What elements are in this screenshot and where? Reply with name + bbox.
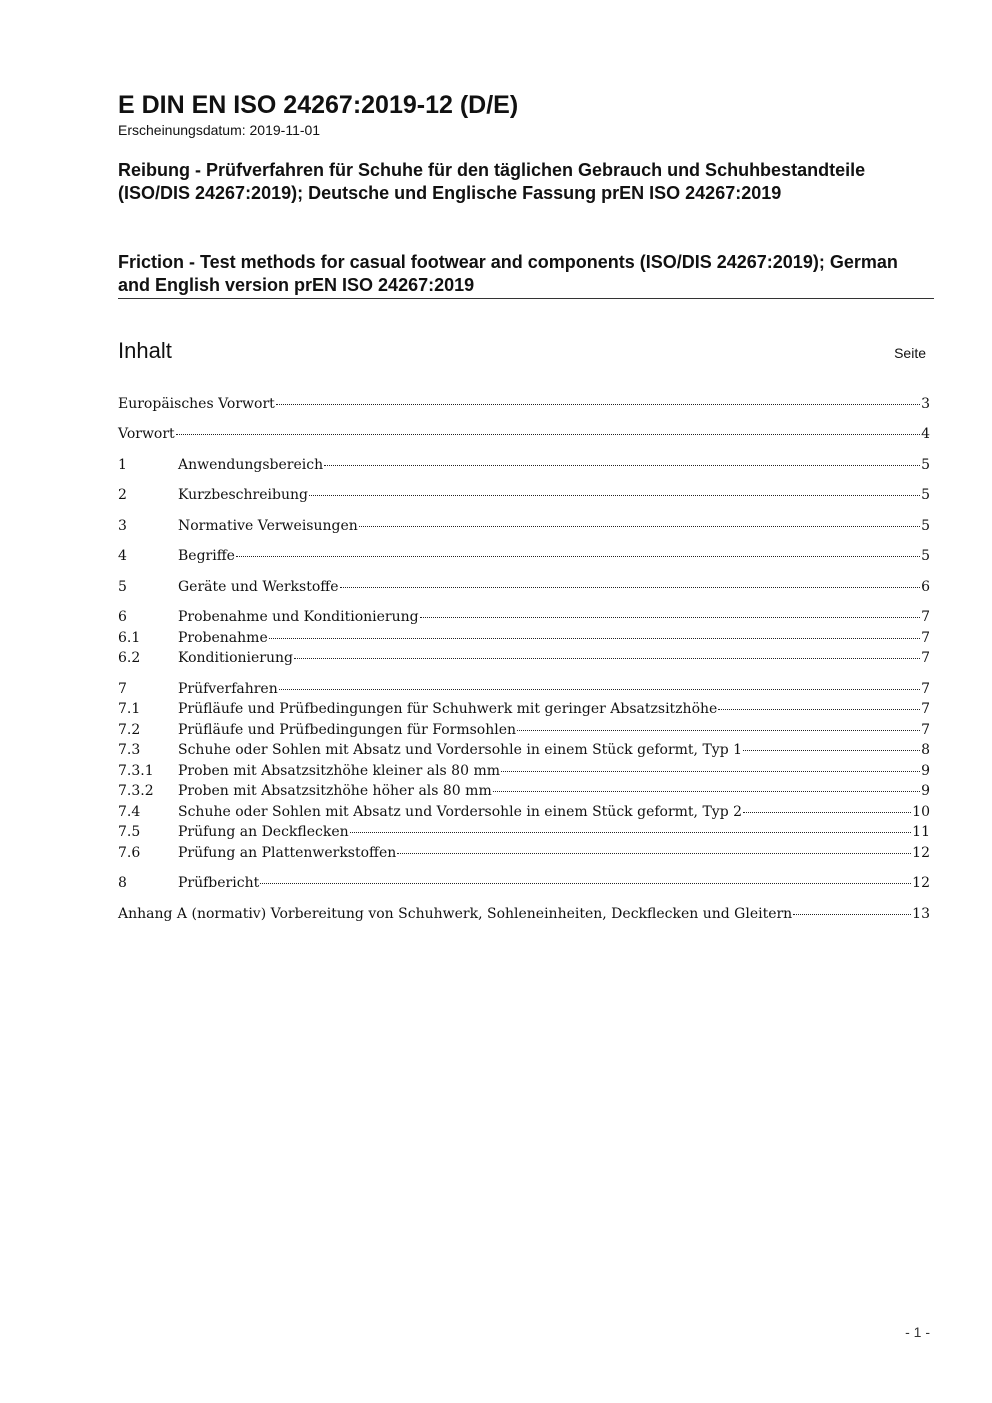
toc-entry-page: 8 xyxy=(921,742,930,758)
toc-entry-title: Proben mit Absatzsitzhöhe höher als 80 mm xyxy=(178,783,492,799)
toc-entry-title: Begriffe xyxy=(178,548,235,564)
toc-entry-number: 7.4 xyxy=(118,804,141,820)
document-id: E DIN EN ISO 24267:2019-12 (D/E) xyxy=(118,91,519,119)
toc-entry-number: 7 xyxy=(118,681,127,697)
toc-entry-page: 12 xyxy=(912,845,930,861)
toc-entry-number: 7.3.2 xyxy=(118,783,154,799)
toc-entry-number: 7.2 xyxy=(118,722,141,738)
toc-entry-number: 7.3 xyxy=(118,742,141,758)
toc-entry-page: 7 xyxy=(921,630,930,646)
toc-entry-title: Kurzbeschreibung xyxy=(178,487,308,503)
toc-entry[interactable] xyxy=(118,781,930,801)
toc-entry-number: 8 xyxy=(118,875,127,891)
toc-entry[interactable] xyxy=(118,546,930,566)
toc-entry-number: 4 xyxy=(118,548,127,564)
toc-entry-title: Prüfung an Deckflecken xyxy=(178,824,349,840)
toc-entry[interactable] xyxy=(118,628,930,648)
toc-entry[interactable] xyxy=(118,761,930,781)
toc-entry[interactable] xyxy=(118,904,930,924)
toc-entry-page: 11 xyxy=(912,824,930,840)
toc-entry-number: 6 xyxy=(118,609,127,625)
toc-entry-title: Schuhe oder Sohlen mit Absatz und Vordersohle in einem Stück geformt, Typ 2 xyxy=(178,804,743,820)
toc-entry-title: Probenahme und Konditionierung xyxy=(178,609,419,625)
toc-entry[interactable] xyxy=(118,394,930,414)
toc-entry[interactable] xyxy=(118,740,930,760)
toc-entry-number: 7.5 xyxy=(118,824,141,840)
toc-entry-page: 5 xyxy=(921,518,930,534)
toc-entry-page: 5 xyxy=(921,548,930,564)
toc-entry[interactable] xyxy=(118,455,930,475)
toc-entry-title: Anwendungsbereich xyxy=(178,457,324,473)
toc-entry-title: Prüfbericht xyxy=(178,875,260,891)
toc-entry-title: Anhang A (normativ) Vorbereitung von Schuhwerk, Sohleneinheiten, Deckflecken und Gleitern xyxy=(118,906,793,922)
toc-dot-leader xyxy=(309,495,920,496)
toc-entry[interactable] xyxy=(118,424,930,444)
toc-entry[interactable] xyxy=(118,516,930,536)
toc-entry-title: Normative Verweisungen xyxy=(178,518,358,534)
toc-dot-leader xyxy=(359,526,920,527)
toc-entry-number: 7.6 xyxy=(118,845,141,861)
toc-dot-leader xyxy=(324,465,920,466)
toc-entry-number: 5 xyxy=(118,579,127,595)
toc-dot-leader xyxy=(743,812,911,813)
toc-entry[interactable] xyxy=(118,822,930,842)
toc-entry-page: 4 xyxy=(921,426,930,442)
toc-entry-number: 2 xyxy=(118,487,127,503)
toc-entry-title: Vorwort xyxy=(118,426,175,442)
toc-entry-title: Prüfläufe und Prüfbedingungen für Schuhwerk mit geringer Absatzsitzhöhe xyxy=(178,701,718,717)
toc-entry[interactable] xyxy=(118,648,930,668)
toc-entry[interactable] xyxy=(118,699,930,719)
toc-entry-number: 1 xyxy=(118,457,127,473)
toc-entry-title: Konditionierung xyxy=(178,650,293,666)
toc-dot-leader xyxy=(793,914,911,915)
toc-entry-page: 7 xyxy=(921,609,930,625)
toc-entry-number: 3 xyxy=(118,518,127,534)
toc-entry-number: 6.1 xyxy=(118,630,141,646)
toc-entry-number: 7.3.1 xyxy=(118,763,154,779)
toc-entry[interactable] xyxy=(118,607,930,627)
toc-entry-title: Schuhe oder Sohlen mit Absatz und Vordersohle in einem Stück geformt, Typ 1 xyxy=(178,742,743,758)
toc-dot-leader xyxy=(420,617,920,618)
page-number: - 1 - xyxy=(905,1324,930,1340)
toc-entry-page: 10 xyxy=(912,804,930,820)
toc-entry-title: Geräte und Werkstoffe xyxy=(178,579,339,595)
toc-entry[interactable] xyxy=(118,577,930,597)
toc-dot-leader xyxy=(260,883,911,884)
toc-entry-title: Prüfung an Plattenwerkstoffen xyxy=(178,845,397,861)
title-english: Friction - Test methods for casual footwear and components (ISO/DIS 24267:2019); German and English version prEN ISO 24267:2019 xyxy=(118,252,898,295)
toc-entry[interactable] xyxy=(118,843,930,863)
toc-entry-page: 13 xyxy=(912,906,930,922)
toc-heading: Inhalt xyxy=(118,338,172,363)
toc-entry-page: 7 xyxy=(921,701,930,717)
publication-date: Erscheinungsdatum: 2019-11-01 xyxy=(118,122,321,138)
toc-entry[interactable] xyxy=(118,720,930,740)
toc-entry[interactable] xyxy=(118,679,930,699)
toc-entry-page: 7 xyxy=(921,681,930,697)
toc-entry[interactable] xyxy=(118,873,930,893)
toc-dot-leader xyxy=(276,404,920,405)
toc-entry-number: 7.1 xyxy=(118,701,141,717)
toc-dot-leader xyxy=(269,638,920,639)
toc-entry-title: Europäisches Vorwort xyxy=(118,396,275,412)
toc-dot-leader xyxy=(294,658,920,659)
toc-dot-leader xyxy=(493,791,920,792)
toc-dot-leader xyxy=(176,434,920,435)
toc-entry-title: Prüfverfahren xyxy=(178,681,278,697)
toc-dot-leader xyxy=(501,771,920,772)
toc-entry-page: 6 xyxy=(921,579,930,595)
toc-entry-page: 7 xyxy=(921,722,930,738)
toc-entry-title: Probenahme xyxy=(178,630,268,646)
toc-entry-page: 5 xyxy=(921,457,930,473)
toc-entry-page: 9 xyxy=(921,783,930,799)
toc-page-label: Seite xyxy=(894,345,926,361)
toc-dot-leader xyxy=(236,556,920,557)
toc-entry-page: 3 xyxy=(921,396,930,412)
toc-dot-leader xyxy=(340,587,921,588)
title-german: Reibung - Prüfverfahren für Schuhe für den täglichen Gebrauch und Schuhbestandteile (ISO/DIS 24267:2019); Deutsche und Englische Fassung prEN ISO 24267:2019 xyxy=(118,160,866,203)
toc-entry-page: 9 xyxy=(921,763,930,779)
toc-dot-leader xyxy=(517,730,920,731)
toc-entry-title: Proben mit Absatzsitzhöhe kleiner als 80 mm xyxy=(178,763,500,779)
title-divider xyxy=(118,298,934,299)
toc-dot-leader xyxy=(743,750,920,751)
toc-entry[interactable] xyxy=(118,802,930,822)
toc-entry-number: 6.2 xyxy=(118,650,141,666)
toc-dot-leader xyxy=(350,832,912,833)
toc-dot-leader xyxy=(397,853,911,854)
toc-entry-title: Prüfläufe und Prüfbedingungen für Formsohlen xyxy=(178,722,517,738)
toc-entry-page: 5 xyxy=(921,487,930,503)
toc-dot-leader xyxy=(279,689,920,690)
toc-entry[interactable] xyxy=(118,485,930,505)
toc-dot-leader xyxy=(718,709,920,710)
toc-entry-page: 7 xyxy=(921,650,930,666)
toc-entry-page: 12 xyxy=(912,875,930,891)
